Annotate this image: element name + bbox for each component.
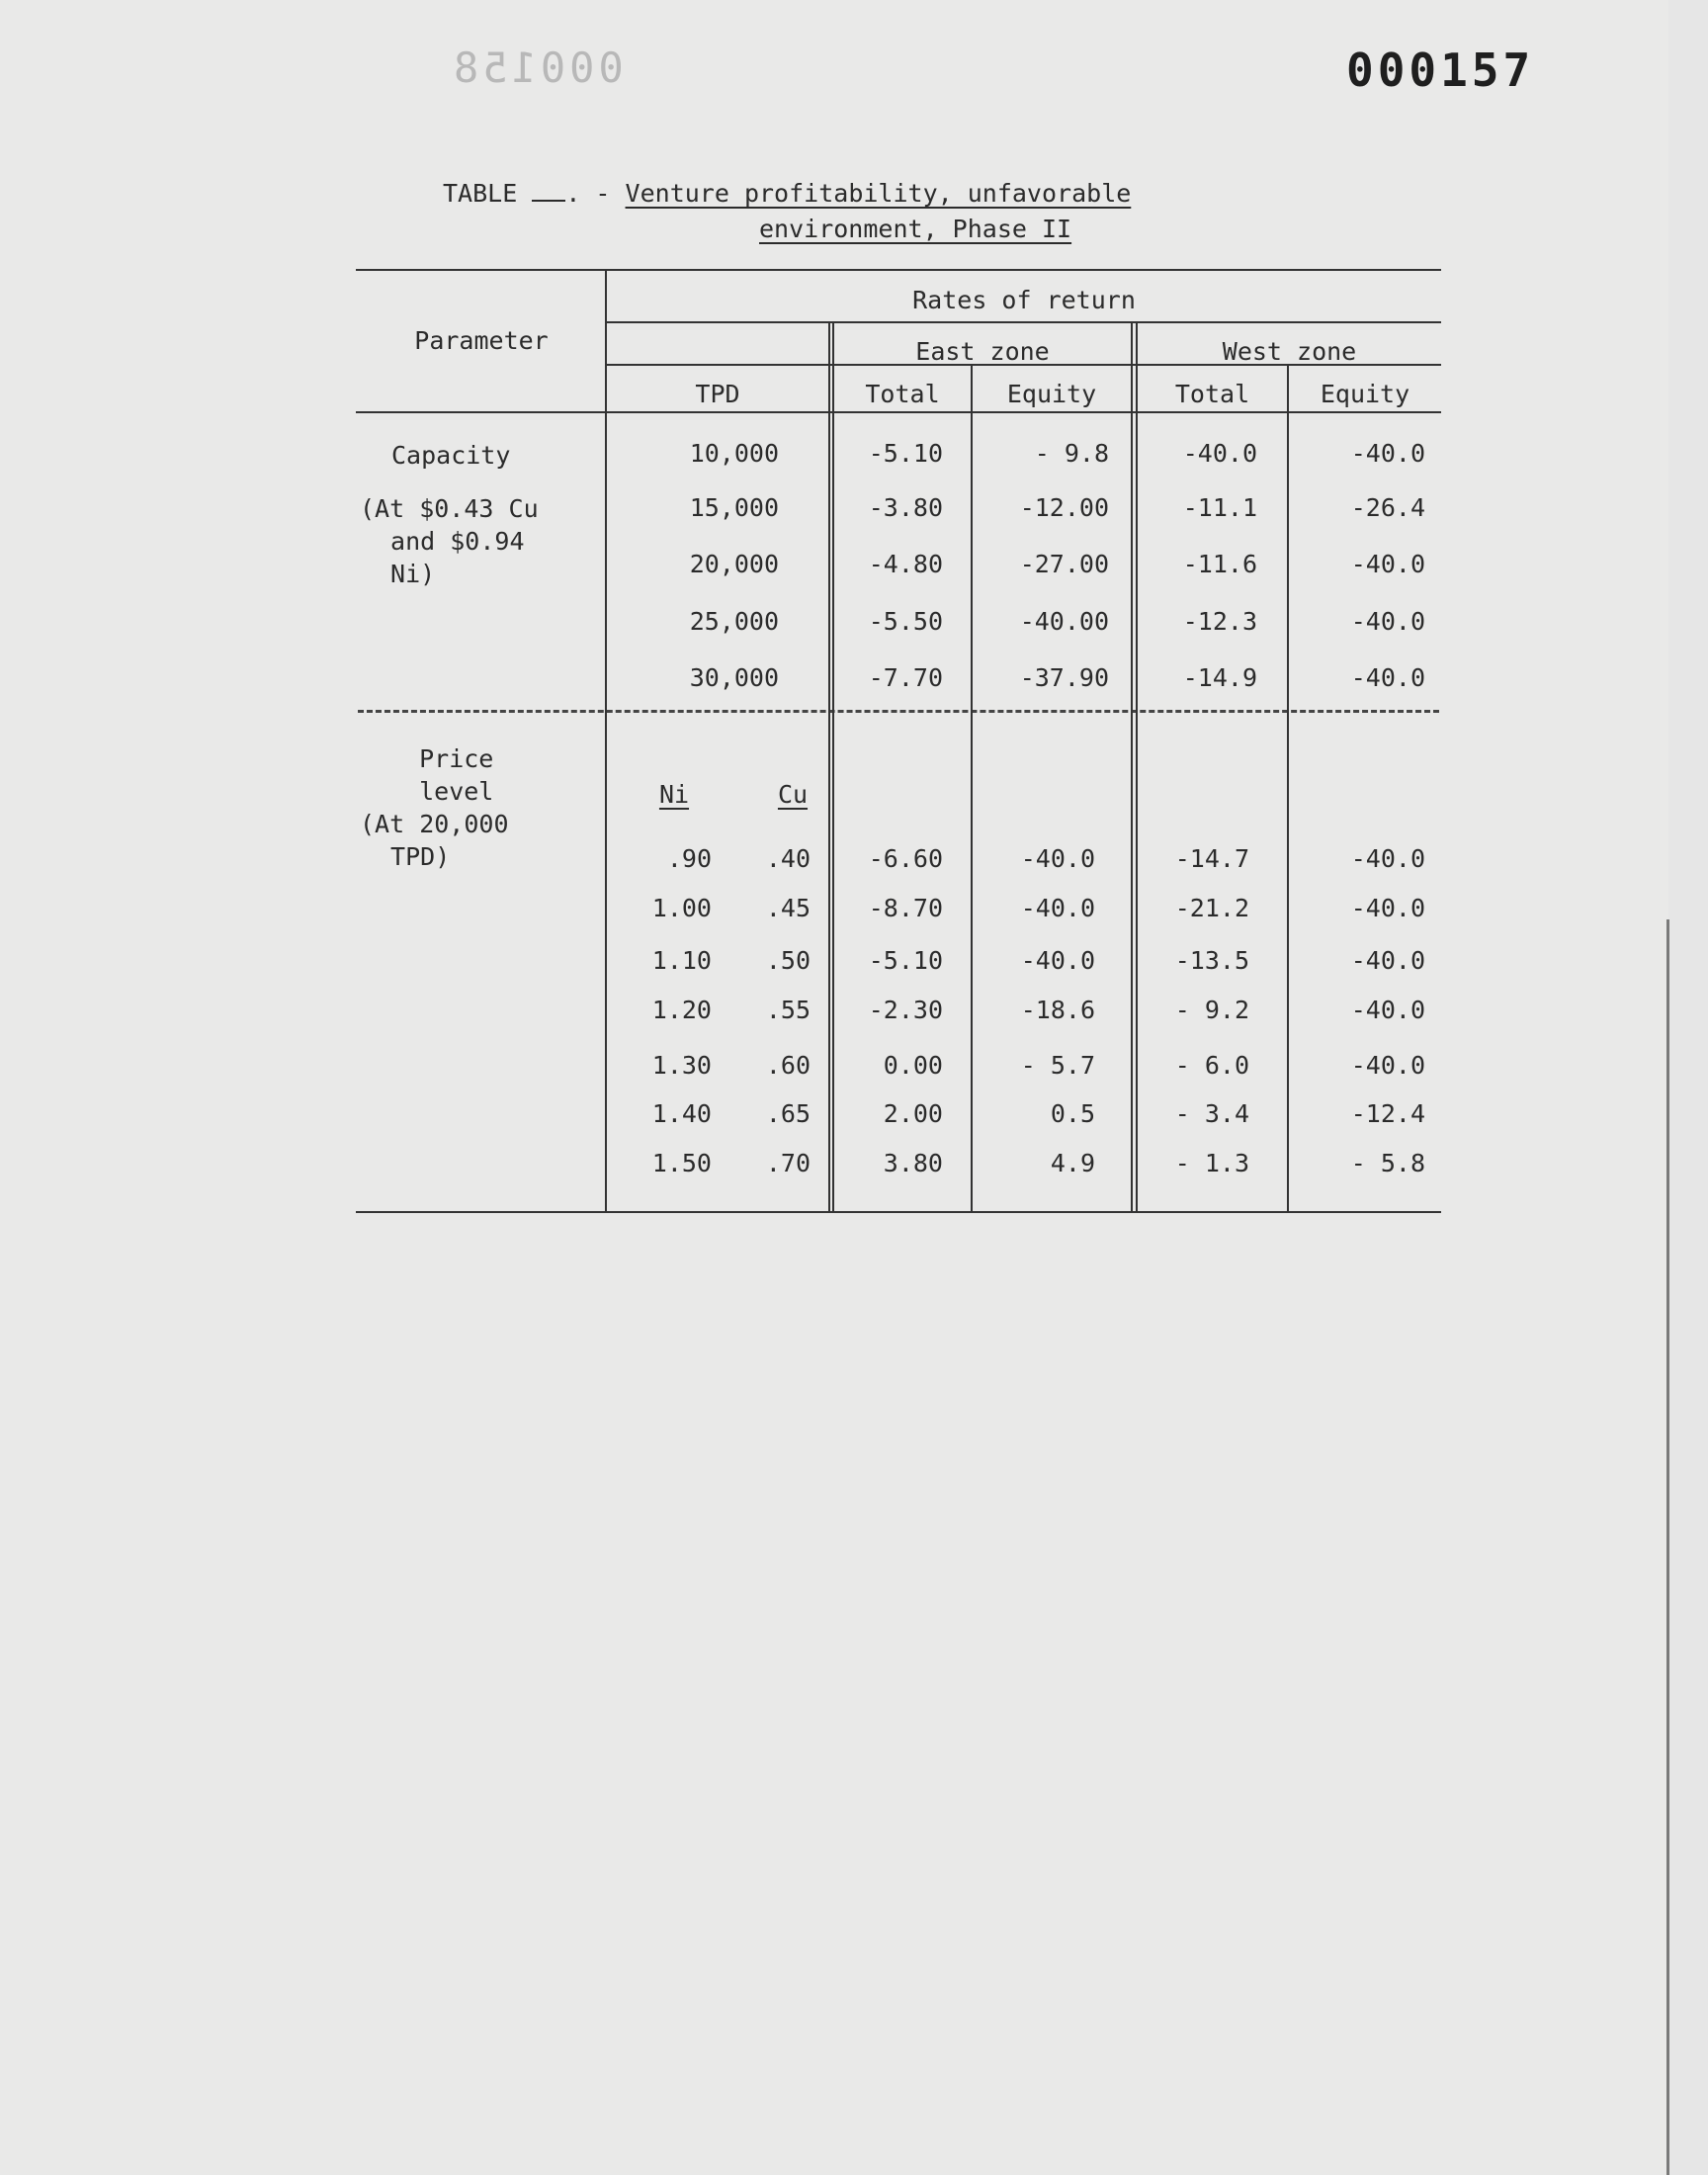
price-cu: .45	[765, 894, 811, 922]
price-east-total: 3.80	[883, 1149, 943, 1177]
price-west-total: - 3.4	[1174, 1099, 1249, 1128]
page-number: 000157	[1346, 44, 1535, 97]
price-east-equity: 4.9	[1050, 1149, 1095, 1177]
price-west-equity: -40.0	[1350, 844, 1425, 873]
price-east-total: 2.00	[883, 1099, 943, 1128]
price-east-equity: -40.0	[1020, 894, 1095, 922]
price-east-equity: 0.5	[1050, 1099, 1095, 1128]
capacity-tpd: 10,000	[689, 439, 779, 468]
price-west-equity: -40.0	[1350, 1051, 1425, 1080]
capacity-west-equity: -40.0	[1350, 439, 1425, 468]
capacity-east-equity: -12.00	[1019, 493, 1109, 522]
capacity-west-total: -11.1	[1182, 493, 1257, 522]
capacity-east-total: -5.50	[868, 607, 943, 636]
capacity-west-total: -12.3	[1182, 607, 1257, 636]
price-east-equity: -40.0	[1020, 946, 1095, 975]
capacity-tpd: 30,000	[689, 663, 779, 692]
capacity-east-total: -5.10	[868, 439, 943, 468]
capacity-tpd: 25,000	[689, 607, 779, 636]
price-ni: 1.20	[651, 996, 712, 1024]
capacity-east-equity: -27.00	[1019, 550, 1109, 578]
price-ni: 1.30	[651, 1051, 712, 1080]
price-west-total: - 1.3	[1174, 1149, 1249, 1177]
price-ni: 1.10	[651, 946, 712, 975]
price-east-total: -8.70	[868, 894, 943, 922]
capacity-east-equity: -37.90	[1019, 663, 1109, 692]
price-cu: .60	[765, 1051, 811, 1080]
price-east-equity: -40.0	[1020, 844, 1095, 873]
price-west-equity: -40.0	[1350, 894, 1425, 922]
title-blank	[532, 182, 565, 202]
price-west-total: -13.5	[1174, 946, 1249, 975]
table-title	[443, 176, 1132, 243]
price-east-total: 0.00	[883, 1051, 943, 1080]
capacity-east-total: -4.80	[868, 550, 943, 578]
table-top-rule	[356, 269, 1441, 271]
capacity-tpd: 15,000	[689, 493, 779, 522]
capacity-west-total: -14.9	[1182, 663, 1257, 692]
price-west-equity: - 5.8	[1350, 1149, 1425, 1177]
price-west-equity: -40.0	[1350, 996, 1425, 1024]
section-divider	[358, 710, 1439, 713]
ni-header: Ni	[658, 780, 690, 809]
capacity-west-equity: -26.4	[1350, 493, 1425, 522]
cu-header: Cu	[777, 780, 809, 809]
header-west-equity: Equity	[1320, 380, 1410, 408]
price-east-equity: - 5.7	[1020, 1051, 1095, 1080]
title-line-2: environment, Phase II	[759, 215, 1072, 243]
price-ni: 1.40	[651, 1099, 712, 1128]
price-east-equity: -18.6	[1020, 996, 1095, 1024]
price-ni: 1.00	[651, 894, 712, 922]
header-east-equity: Equity	[1006, 380, 1097, 408]
title-prefix: TABLE	[443, 179, 518, 208]
capacity-east-total: -3.80	[868, 493, 943, 522]
price-cu: .50	[765, 946, 811, 975]
rates-rule	[605, 321, 1441, 323]
header-rates-of-return: Rates of return	[912, 286, 1136, 314]
price-west-total: -14.7	[1174, 844, 1249, 873]
table-bottom-rule	[356, 1211, 1441, 1213]
price-ni: .90	[666, 844, 712, 873]
capacity-west-total: -40.0	[1182, 439, 1257, 468]
capacity-tpd: 20,000	[689, 550, 779, 578]
capacity-west-equity: -40.0	[1350, 550, 1425, 578]
title-suffix: . -	[565, 179, 611, 208]
price-level-label: Price level (At 20,000 TPD)	[360, 744, 509, 871]
page-edge-shadow	[1666, 919, 1669, 2175]
header-east-zone: East zone	[915, 337, 1050, 366]
header-east-total: Total	[865, 380, 940, 408]
price-cu: .70	[765, 1149, 811, 1177]
capacity-east-total: -7.70	[868, 663, 943, 692]
header-parameter: Parameter	[414, 326, 549, 355]
capacity-west-equity: -40.0	[1350, 663, 1425, 692]
price-cu: .55	[765, 996, 811, 1024]
header-west-total: Total	[1174, 380, 1250, 408]
price-west-total: -21.2	[1174, 894, 1249, 922]
price-west-total: - 9.2	[1174, 996, 1249, 1024]
price-east-total: -2.30	[868, 996, 943, 1024]
price-east-total: -5.10	[868, 946, 943, 975]
header-west-zone: West zone	[1222, 337, 1357, 366]
header-tpd: TPD	[695, 380, 740, 408]
capacity-east-equity: - 9.8	[1034, 439, 1109, 468]
title-line-1: Venture profitability, unfavorable	[625, 179, 1132, 208]
capacity-east-equity: -40.00	[1019, 607, 1109, 636]
price-cu: .40	[765, 844, 811, 873]
price-east-total: -6.60	[868, 844, 943, 873]
price-west-equity: -12.4	[1350, 1099, 1425, 1128]
price-ni: 1.50	[651, 1149, 712, 1177]
price-cu: .65	[765, 1099, 811, 1128]
capacity-west-total: -11.6	[1182, 550, 1257, 578]
faded-page-number: 000158	[450, 44, 624, 92]
price-west-equity: -40.0	[1350, 946, 1425, 975]
price-west-total: - 6.0	[1174, 1051, 1249, 1080]
header-bottom-rule	[356, 411, 1441, 413]
capacity-label: Capacity (At $0.43 Cu and $0.94 Ni)	[360, 441, 539, 588]
capacity-west-equity: -40.0	[1350, 607, 1425, 636]
